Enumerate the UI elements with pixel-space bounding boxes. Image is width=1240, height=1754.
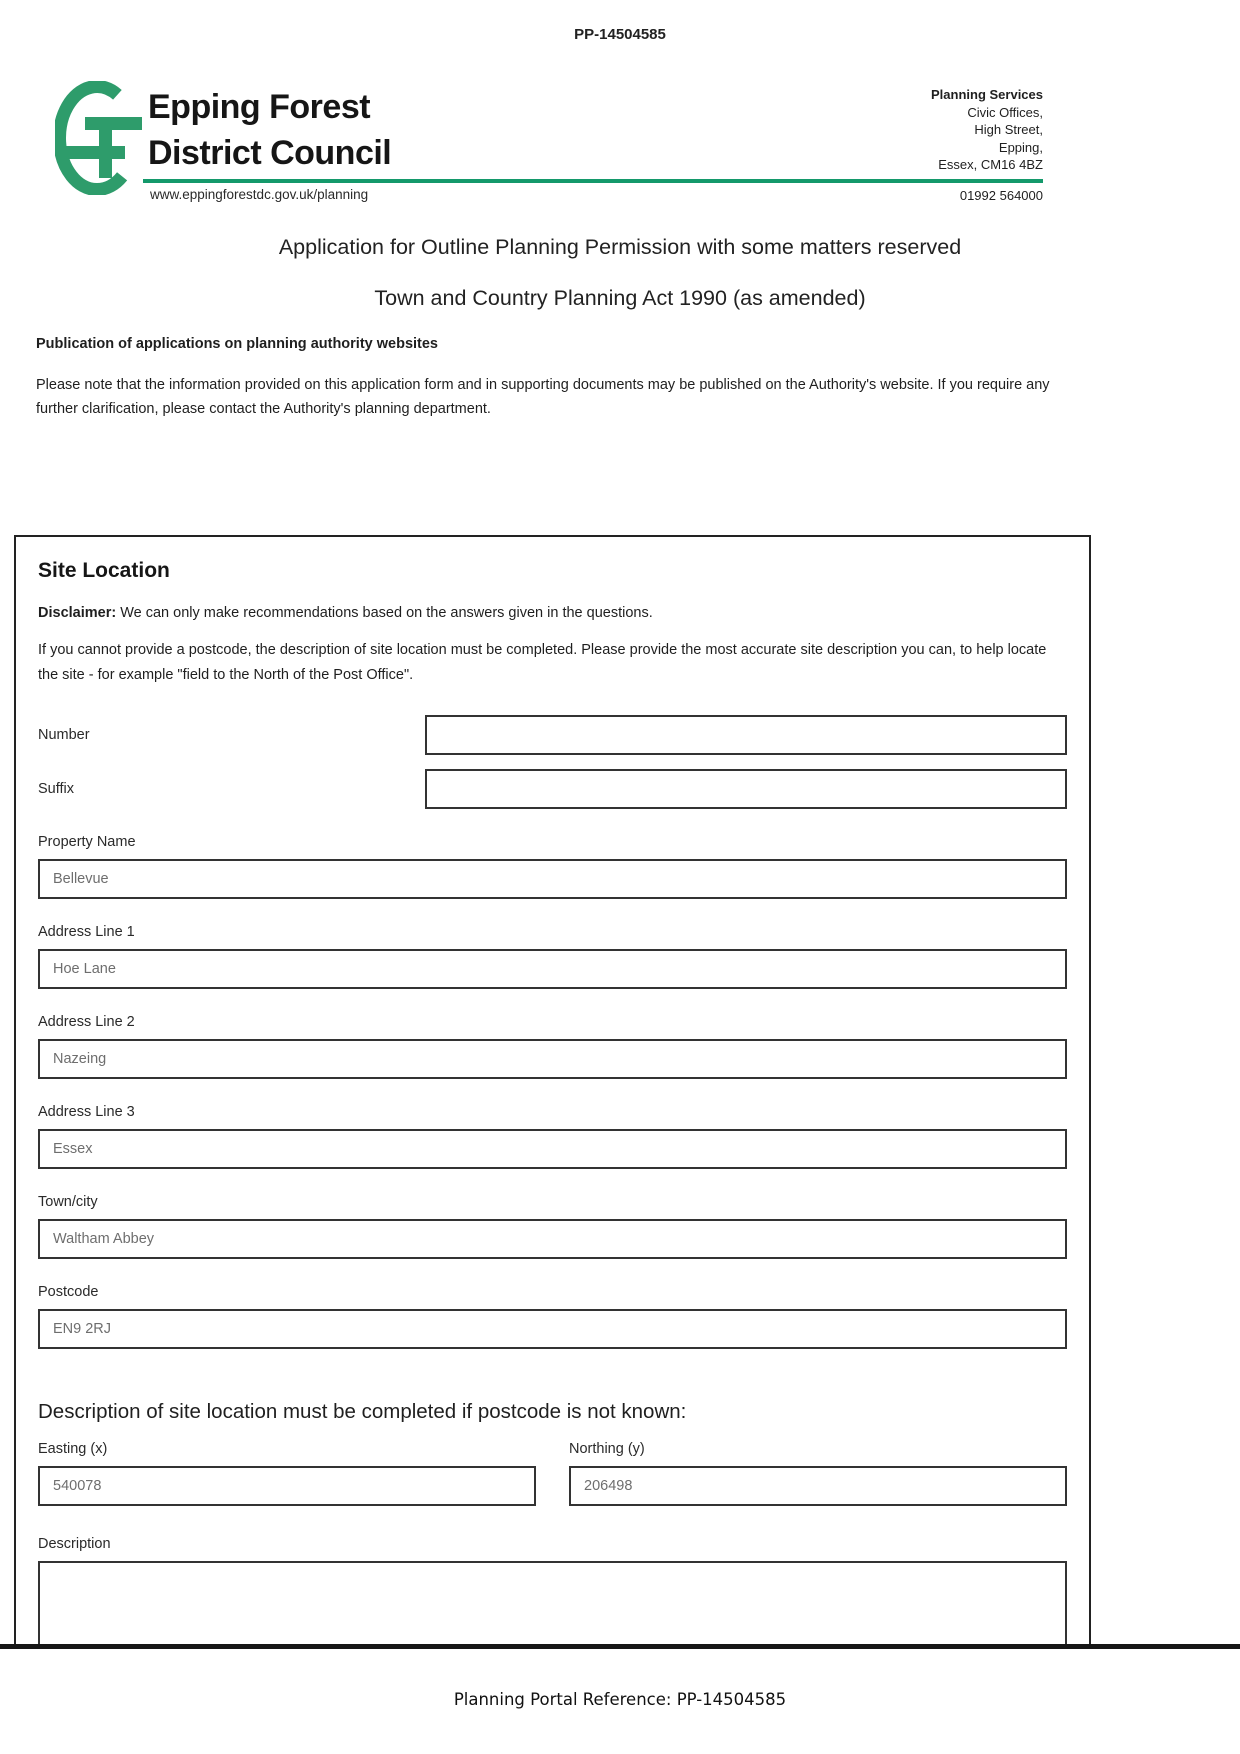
number-input[interactable] bbox=[425, 715, 1067, 755]
field-group-address-line-3 bbox=[38, 1104, 1067, 1169]
instruction-text: If you cannot provide a postcode, the description of site location must be completed. Please provide the most accurate site description you can, to help locate the site - for example "field to the North of the Post Office". bbox=[38, 642, 1047, 683]
field-group-town-city bbox=[38, 1194, 1067, 1259]
address-line-2-input[interactable] bbox=[38, 1039, 1067, 1079]
field-group-address-line-2 bbox=[38, 1014, 1067, 1079]
description-textarea[interactable] bbox=[38, 1561, 1067, 1644]
address-line: Essex, CM16 4BZ bbox=[938, 157, 1043, 172]
northing-input[interactable] bbox=[569, 1466, 1067, 1506]
address-line-3-input[interactable] bbox=[38, 1129, 1067, 1169]
property-name-label: Property Name bbox=[38, 834, 136, 850]
northing-label: Northing (y) bbox=[569, 1441, 645, 1457]
section-heading: Site Location bbox=[38, 559, 170, 582]
description-heading: Description of site location must be completed if postcode is not known: bbox=[38, 1400, 687, 1423]
footer-reference: Planning Portal Reference: PP-14504585 bbox=[453, 1690, 787, 1709]
description-label: Description bbox=[38, 1536, 111, 1552]
field-row-suffix bbox=[38, 769, 1067, 809]
site-location-section bbox=[14, 535, 1091, 1644]
publication-heading: Publication of applications on planning authority websites bbox=[36, 336, 438, 352]
phone-number: 01992 564000 bbox=[959, 188, 1043, 203]
easting-label: Easting (x) bbox=[38, 1441, 108, 1457]
website-url: www.eppingforestdc.gov.uk/planning bbox=[150, 187, 369, 202]
disclaimer bbox=[38, 605, 1067, 621]
town-city-input[interactable] bbox=[38, 1219, 1067, 1259]
department-name: Planning Services bbox=[931, 87, 1043, 102]
address-line-3-label: Address Line 3 bbox=[38, 1104, 135, 1120]
field-group-easting bbox=[38, 1441, 536, 1506]
header-address-block bbox=[931, 86, 1043, 174]
town-city-label: Town/city bbox=[38, 1194, 98, 1210]
address-line: Epping, bbox=[998, 139, 1043, 155]
efdc-logo-icon bbox=[55, 81, 143, 195]
field-row-number bbox=[38, 715, 1067, 755]
address-line-1-label: Address Line 1 bbox=[38, 924, 135, 940]
coordinates-row bbox=[38, 1441, 1067, 1506]
postcode-label: Postcode bbox=[38, 1284, 99, 1300]
field-group-postcode bbox=[38, 1284, 1067, 1349]
field-group-property-name bbox=[38, 834, 1067, 899]
address-line-2-label: Address Line 2 bbox=[38, 1014, 135, 1030]
org-title-line1: Epping Forest bbox=[148, 88, 371, 126]
publication-note: Please note that the information provided on this application form and in supporting documents may be published on the Authority's website. If you require any further clarification, please contact the Authority's planning department. bbox=[36, 377, 1050, 417]
field-group-address-line-1 bbox=[38, 924, 1067, 989]
org-title bbox=[148, 84, 391, 176]
address-line: Civic Offices, bbox=[967, 104, 1043, 120]
pp-reference: PP-14504585 bbox=[574, 26, 666, 43]
postcode-input[interactable] bbox=[38, 1309, 1067, 1349]
field-group-northing bbox=[569, 1441, 1067, 1506]
number-label: Number bbox=[38, 727, 90, 743]
org-title-line2: District Council bbox=[148, 134, 392, 172]
address-line: High Street, bbox=[974, 122, 1043, 137]
disclaimer-text: We can only make recommendations based on the answers given in the questions. bbox=[116, 605, 653, 621]
easting-input[interactable] bbox=[38, 1466, 536, 1506]
form-title: Application for Outline Planning Permission with some matters reserved bbox=[278, 235, 962, 259]
suffix-input[interactable] bbox=[425, 769, 1067, 809]
property-name-input[interactable] bbox=[38, 859, 1067, 899]
address-line-1-input[interactable] bbox=[38, 949, 1067, 989]
page-break-rule bbox=[0, 1644, 1240, 1649]
header-green-rule bbox=[143, 179, 1043, 183]
act-subtitle: Town and Country Planning Act 1990 (as amended) bbox=[374, 286, 866, 310]
suffix-label: Suffix bbox=[38, 781, 75, 797]
field-group-description bbox=[38, 1536, 1067, 1644]
disclaimer-label: Disclaimer: bbox=[38, 605, 117, 621]
